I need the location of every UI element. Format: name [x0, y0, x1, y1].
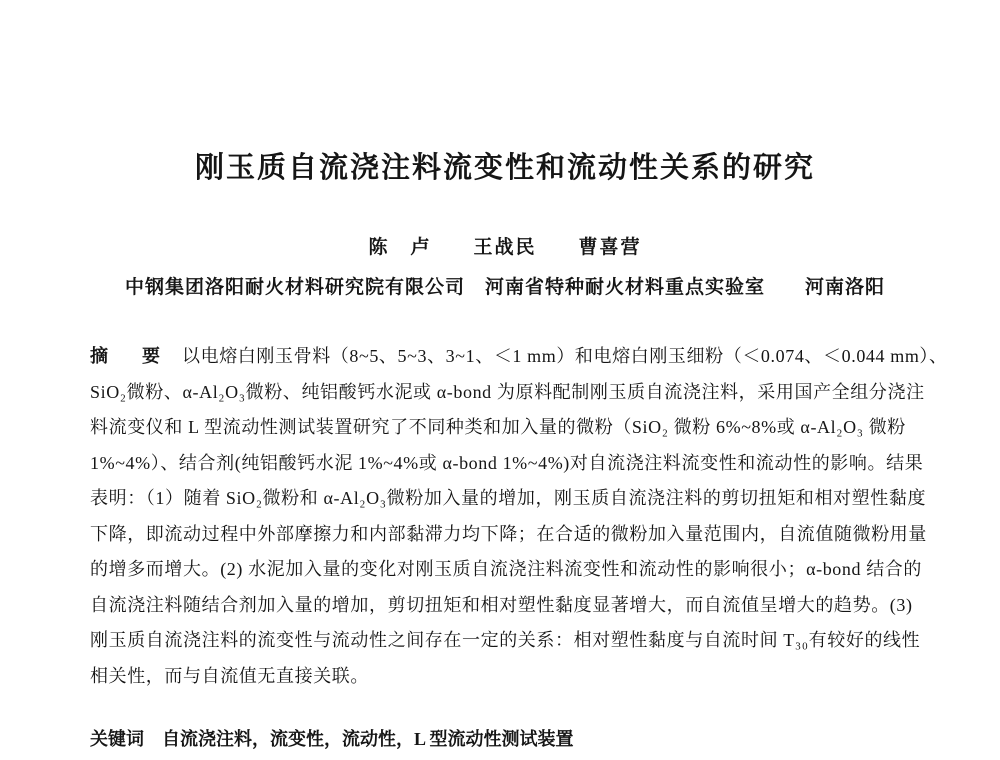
- abstract-label: 摘 要: [90, 346, 168, 366]
- abstract-line: 自流浇注料随结合剂加入量的增加，剪切扭矩和相对塑性黏度显著增大，而自流值呈增大的趋势。(3): [90, 594, 913, 615]
- abstract-line-text: 以电熔白刚玉骨料（8~5、5~3、3~1、＜1 mm）和电熔白刚玉细粉（＜0.074、＜0.044 mm）、: [182, 346, 948, 366]
- authors-line: 陈 卢 王战民 曹喜营: [368, 237, 642, 258]
- abstract-line: 下降，即流动过程中外部摩擦力和内部黏滞力均下降；在合适的微粉加入量范围内，自流值随微粉用量: [90, 523, 927, 544]
- abstract-line: 料流变仪和 L 型流动性测试装置研究了不同种类和加入量的微粉（SiO₂ 微粉 6%~8%或 α-Al₂O₃ 微粉: [90, 417, 906, 437]
- abstract-line: [90, 339, 948, 375]
- page-title: 刚玉质自流浇注料流变性和流动性关系的研究: [194, 152, 815, 184]
- affiliation-line: 中钢集团洛阳耐火材料研究院有限公司 河南省特种耐火材料重点实验室 河南洛阳: [124, 277, 885, 298]
- abstract-line: 1%~4%）、结合剂(纯铝酸钙水泥 1%~4%或 α-bond 1%~4%)对自流浇注料流变性和流动性的影响。结果: [90, 452, 924, 473]
- keywords-line: [90, 724, 920, 754]
- keywords-label: 关键词: [90, 729, 144, 749]
- abstract-line: SiO₂微粉、α-Al₂O₃微粉、纯铝酸钙水泥或 α-bond 为原料配制刚玉质自流浇注料，采用国产全组分浇注: [90, 381, 925, 402]
- abstract-line: 刚玉质自流浇注料的流变性与流动性之间存在一定的关系：相对塑性黏度与自流时间 T₃₀有较好的线性: [90, 630, 921, 650]
- abstract-line: 相关性，而与自流值无直接关联。: [90, 665, 369, 686]
- abstract-line: 的增多而增大。(2) 水泥加入量的变化对刚玉质自流浇注料流变性和流动性的影响很小；α-bond 结合的: [90, 559, 923, 579]
- keywords-text: 自流浇注料，流变性，流动性，L 型流动性测试装置: [162, 729, 574, 749]
- abstract-section: [90, 339, 948, 694]
- abstract-line: 表明：（1）随着 SiO₂微粉和 α-Al₂O₃微粉加入量的增加，刚玉质自流浇注料的剪切扭矩和相对塑性黏度: [90, 488, 927, 508]
